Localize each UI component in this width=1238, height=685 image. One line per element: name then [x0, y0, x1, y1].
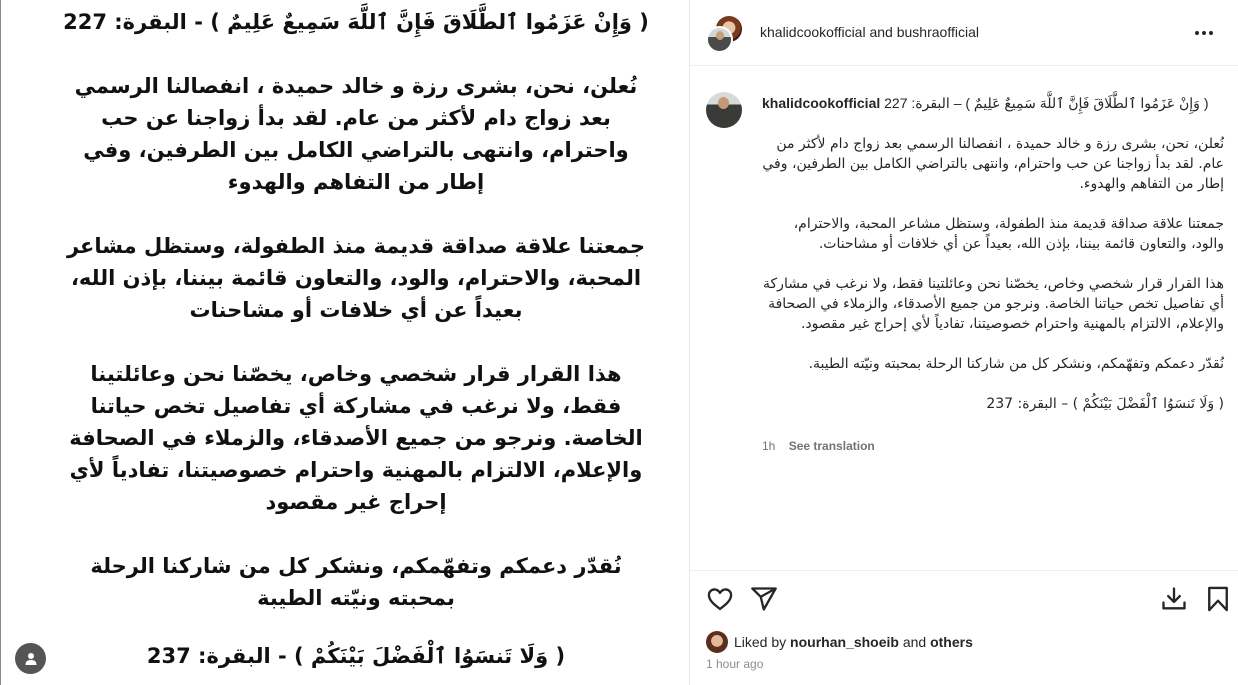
save-button[interactable] [1204, 585, 1232, 613]
like-button[interactable] [706, 585, 734, 613]
media-paragraph: نُقدّر دعمكم وتفهّمكم، ونشكر كل من شاركنا الرحلة بمحبته ونيّته الطيبة [90, 554, 622, 610]
more-horizontal-icon [1195, 31, 1199, 35]
authors-connector: and [869, 24, 893, 40]
download-button[interactable] [1160, 585, 1188, 613]
likes-others-link[interactable]: others [930, 634, 973, 650]
media-paragraph: نُعلن، نحن، بشرى رزة و خالد حميدة ، انفصالنا الرسمي بعد زواج دام لأكثر من عام. لقد بدأ زواجنا عن حب واحترام، وانتهى بالتراضي الكامل بين الطرفين، وفي إطار من التفاهم والهدوء [74, 74, 638, 194]
likes-prefix: Liked by [734, 634, 787, 650]
caption-paragraph: نُعلن، نحن، بشرى رزة و خالد حميدة ، انفصالنا الرسمي بعد زواج دام لأكثر من عام. لقد بدأ زواجنا عن حب واحترام، وانتهى بالتراضي الكامل بين الطرفين، وفي إطار من التفاهم والهدوء. [762, 136, 1224, 192]
caption-verse: ( وَإِنْ عَزَمُوا ٱلطَّلَاقَ فَإِنَّ ٱللَّهَ سَمِيعٌ عَلِيمٌ ) – البقرة: 227 [884, 95, 1209, 111]
collaborator-link[interactable]: bushraofficial [896, 24, 979, 40]
post-authors [760, 24, 979, 40]
send-icon [750, 585, 778, 613]
caption-body [762, 134, 1224, 414]
liker-username[interactable]: nourhan_shoeib [790, 634, 899, 650]
avatar-khalidcookofficial[interactable] [706, 26, 733, 53]
caption-last-verse: ( وَلَا تَنسَوُا ٱلْفَضْلَ بَيْنَكُمْ ) – البقرة: 237 [986, 396, 1224, 412]
likes-summary [706, 631, 973, 653]
tagged-users-button[interactable] [15, 643, 46, 674]
post-header [690, 0, 1238, 66]
collab-avatars[interactable] [704, 14, 744, 54]
post-timestamp[interactable]: 1 hour ago [706, 657, 764, 671]
bookmark-icon [1204, 585, 1232, 613]
person-icon [24, 652, 38, 666]
more-dot [1202, 31, 1206, 35]
media-verse-bottom: ( وَلَا تَنسَوُا ٱلْفَضْلَ بَيْنَكُمْ ) - البقرة: 237 [146, 644, 566, 668]
post-caption [690, 66, 1238, 571]
likes-connector: and [902, 634, 927, 650]
media-paragraph: جمعتنا علاقة صداقة قديمة منذ الطفولة، وستظل مشاعر المحبة، والاحترام، والود، والتعاون قائمة بيننا، بإذن الله، بعيداً عن أي خلافات أو مشاحنات [66, 234, 645, 322]
caption-paragraph: هذا القرار قرار شخصي وخاص، يخصّنا نحن وعائلتينا فقط، ولا نرغب في مشاركة أي تفاصيل تخص حياتنا الخاصة. ونرجو من جميع الأصدقاء، والزملاء في الصحافة والإعلام، الالتزام بالمهنية واحترام خصوصيتنا، تفادياً لأي إحراج غير مقصود. [763, 276, 1224, 332]
more-dot [1209, 31, 1213, 35]
media-verse-top: ( وَإِنْ عَزَمُوا ٱلطَّلَاقَ فَإِنَّ ٱللَّهَ سَمِيعٌ عَلِيمٌ ) - البقرة: 227 [63, 10, 649, 34]
caption-first-line [762, 95, 1224, 112]
caption-time[interactable]: 1h [762, 439, 776, 453]
media-statement-text [61, 0, 651, 672]
download-icon [1160, 585, 1188, 613]
media-paragraph: هذا القرار قرار شخصي وخاص، يخصّنا نحن وعائلتينا فقط، ولا نرغب في مشاركة أي تفاصيل تخص حياتنا الخاصة. ونرجو من جميع الأصدقاء، والزملاء في الصحافة والإعلام، الالتزام بالمهنية واحترام خصوصيتنا، تفادياً لأي إحراج غير مقصود [69, 362, 643, 514]
caption-meta [762, 439, 875, 453]
caption-paragraph: نُقدّر دعمكم وتفهّمكم، ونشكر كل من شاركنا الرحلة بمحبته ونيّته الطيبة. [808, 356, 1224, 372]
caption-avatar[interactable] [706, 92, 742, 128]
heart-icon [706, 585, 734, 613]
post-actions [690, 583, 1238, 617]
caption-paragraph: جمعتنا علاقة صداقة قديمة منذ الطفولة، وستظل مشاعر المحبة، والاحترام، والود، والتعاون قائمة بيننا، بإذن الله، بعيداً عن أي خلافات أو مشاحنات. [793, 216, 1224, 252]
author-link[interactable]: khalidcookofficial [760, 24, 866, 40]
more-options-button[interactable] [1192, 22, 1216, 44]
liker-avatar[interactable] [706, 631, 728, 653]
share-button[interactable] [750, 585, 778, 613]
post-side-panel [689, 0, 1238, 685]
caption-username[interactable]: khalidcookofficial [762, 95, 881, 111]
see-translation-link[interactable]: See translation [788, 439, 875, 453]
